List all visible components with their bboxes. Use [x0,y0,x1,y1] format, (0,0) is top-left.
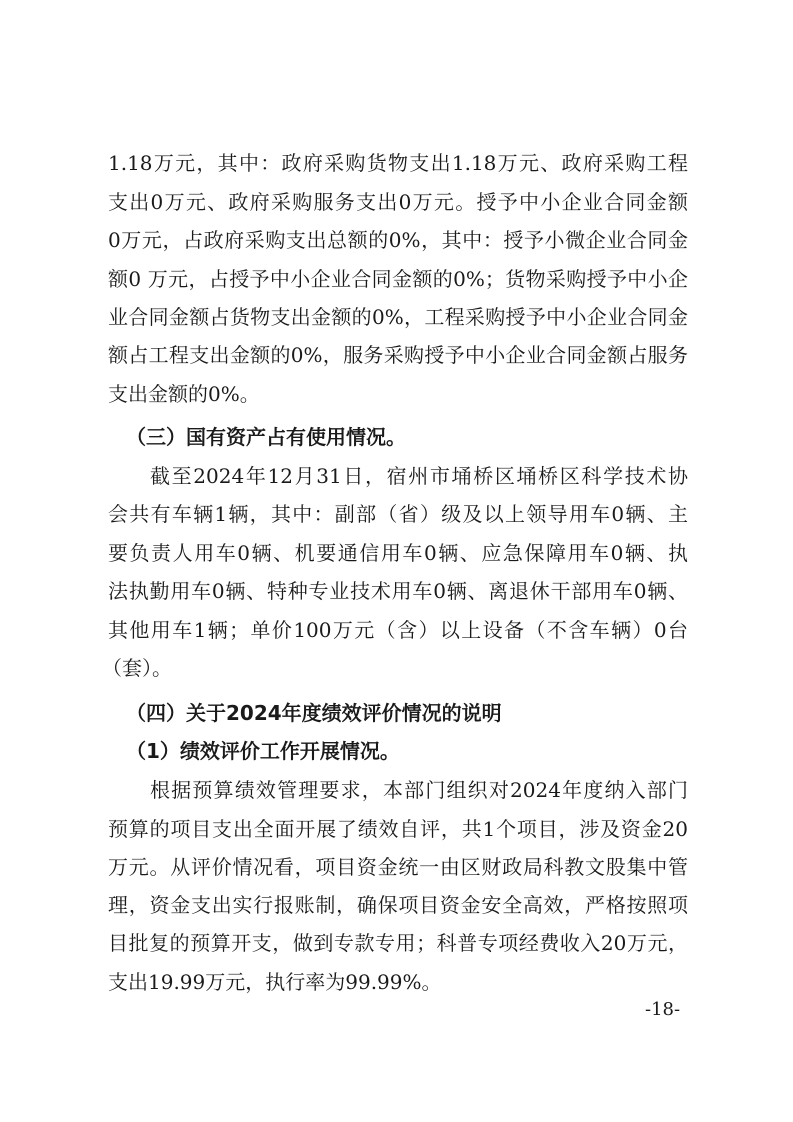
text-line: 会共有车辆1辆，其中：副部（省）级及以上领导用车0辆、主 [108,502,688,526]
text-line: 额0 万元，占授予中小企业合同金额的0%；货物采购授予中小企 [108,267,688,291]
text-line: 预算的项目支出全面开展了绩效自评，共1个项目，涉及资金20 [108,817,688,841]
text-line: 0万元，占政府采购支出总额的0%，其中：授予小微企业合同金 [108,228,688,252]
page-number: -18- [645,999,681,1020]
text-line: 其他用车1辆；单价100万元（含）以上设备（不含车辆）0台 [108,618,688,642]
text-line: 法执勤用车0辆、特种专业技术用车0辆、离退休干部用车0辆、 [108,579,688,603]
text-line: 要负责人用车0辆、机要通信用车0辆、应急保障用车0辆、执 [108,541,688,565]
section-heading-3: （三）国有资产占有使用情况。 [126,425,406,449]
text-line: 支出金额的0%。 [108,382,260,406]
subsection-heading-1: （1）绩效评价工作开展情况。 [126,739,400,763]
text-line: 截至2024年12月31日，宿州市埇桥区埇桥区科学技术协 [150,464,688,488]
text-line: 目批复的预算开支，做到专款专用；科普专项经费收入20万元， [108,931,688,955]
text-line: 理，资金支出实行报账制，确保项目资金安全高效，严格按照项 [108,893,688,917]
text-line: 根据预算绩效管理要求，本部门组织对2024年度纳入部门 [150,778,688,802]
text-line: （套）。 [102,656,172,680]
text-line: 支出0万元、政府采购服务支出0万元。授予中小企业合同金额 [108,190,688,214]
text-line: 1.18万元，其中：政府采购货物支出1.18万元、政府采购工程 [108,151,688,175]
text-line: 支出19.99万元，执行率为99.99%。 [108,970,442,994]
text-line: 额占工程支出金额的0%，服务采购授予中小企业合同金额占服务 [108,343,688,367]
text-line: 业合同金额占货物支出金额的0%，工程采购授予中小企业合同金 [108,305,688,329]
section-heading-4: （四）关于2024年度绩效评价情况的说明 [126,701,502,725]
text-line: 万元。从评价情况看，项目资金统一由区财政局科教文股集中管 [108,855,688,879]
